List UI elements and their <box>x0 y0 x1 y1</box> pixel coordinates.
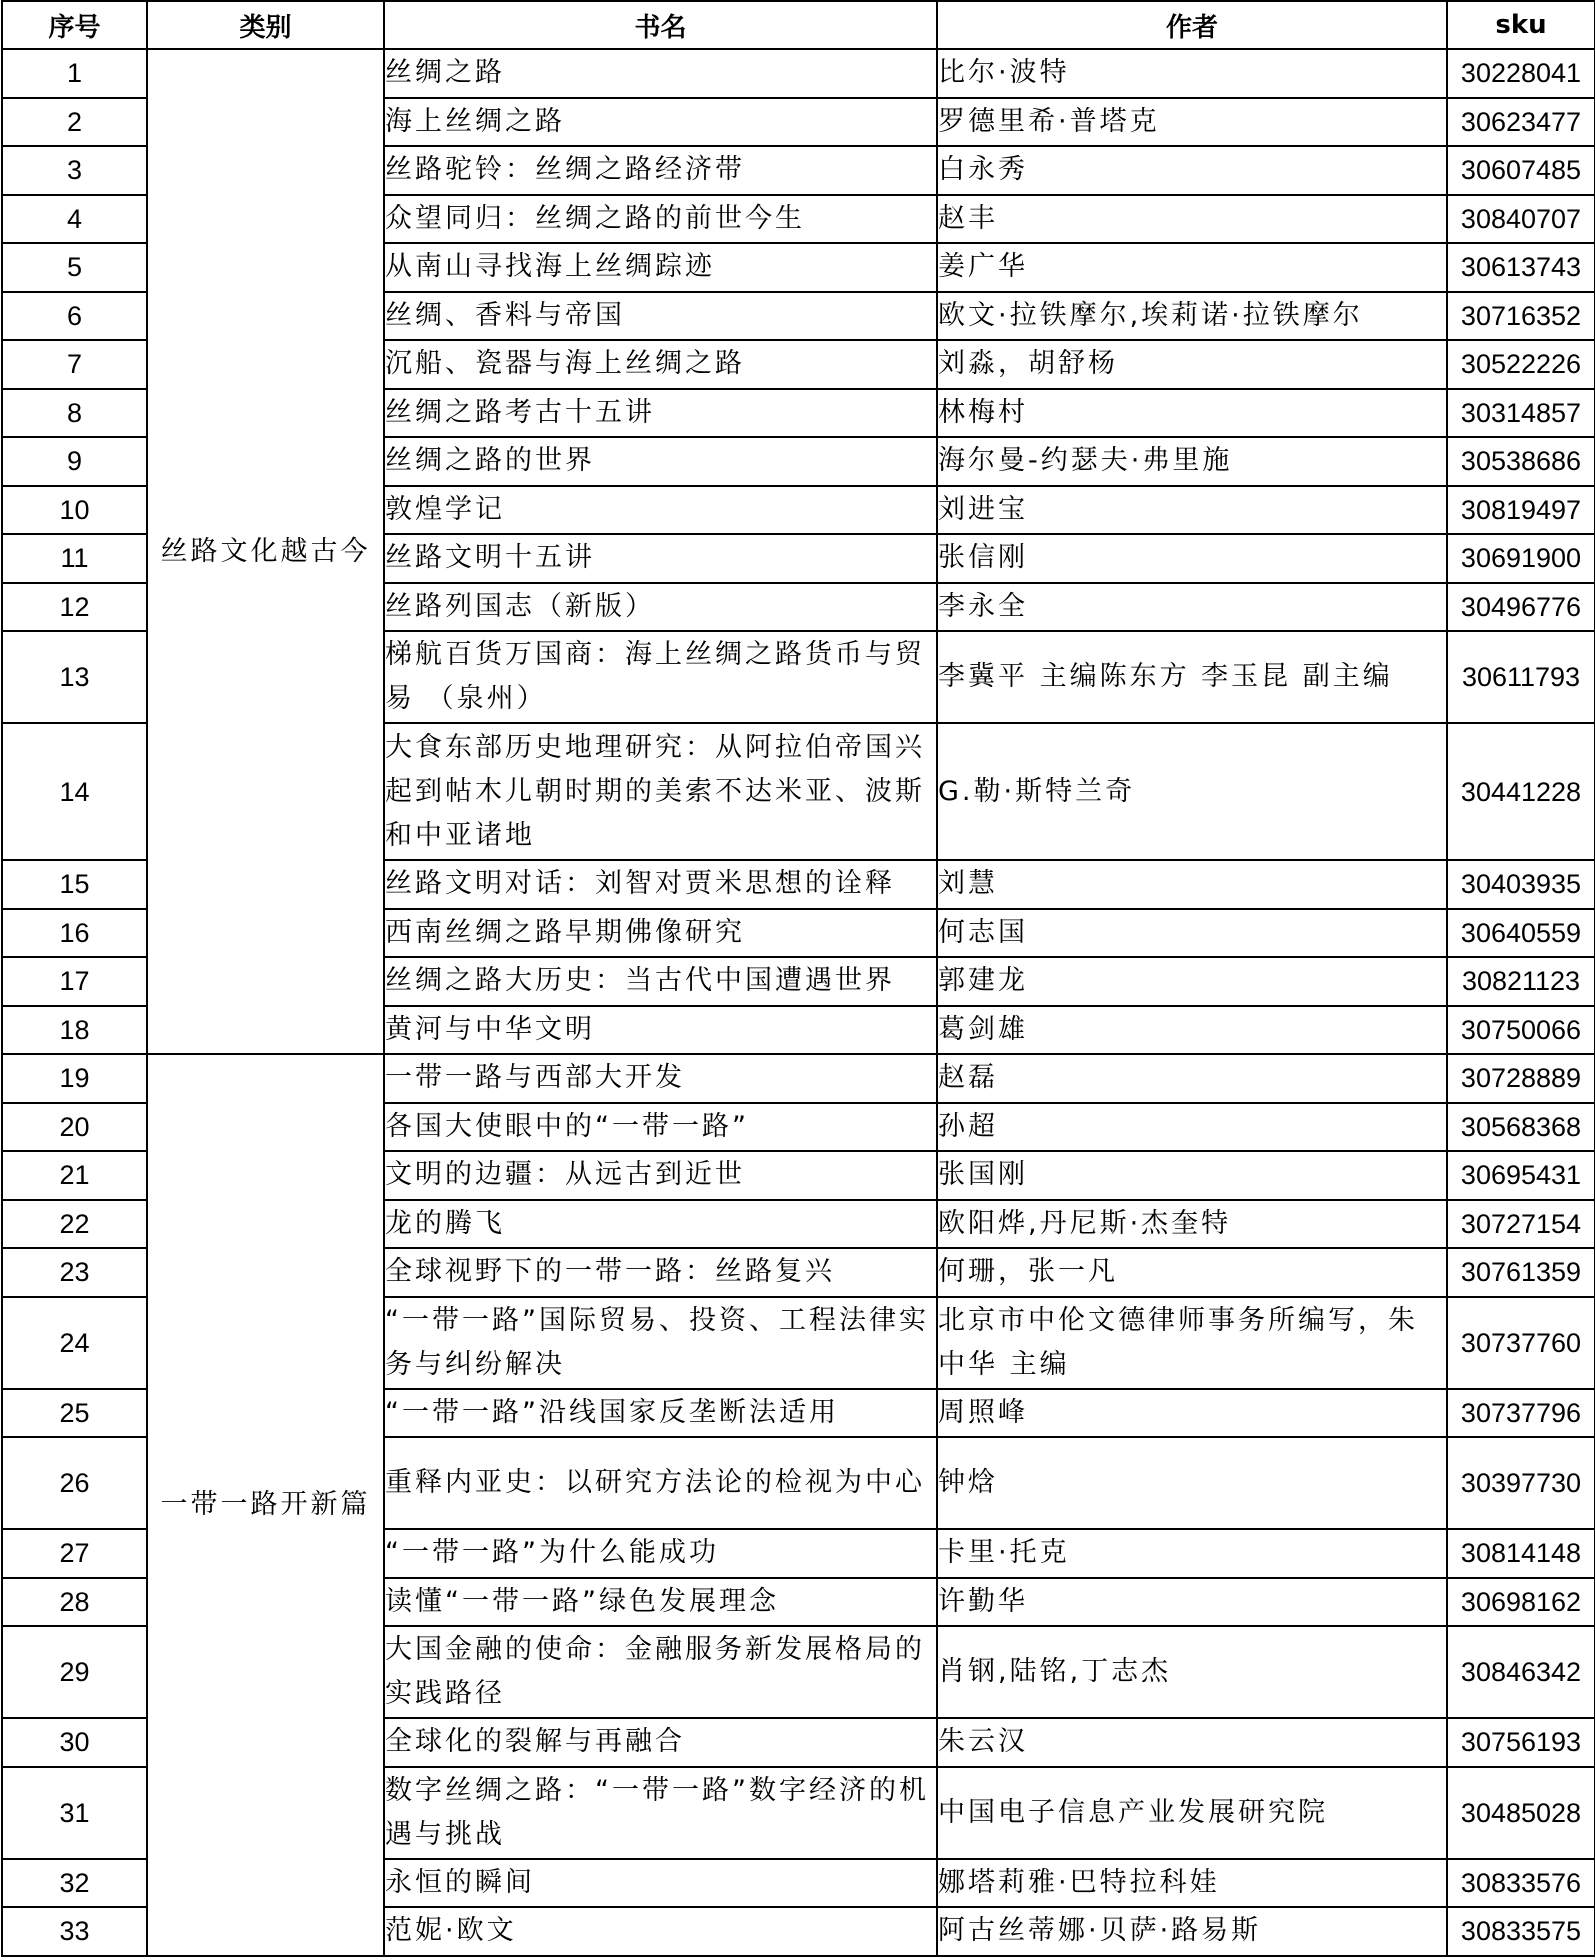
sku-cell: 30485028 <box>1447 1767 1595 1859</box>
row-number-cell: 14 <box>2 723 147 860</box>
book-title-cell: “一带一路”为什么能成功 <box>384 1529 937 1578</box>
book-title-cell: 从南山寻找海上丝绸踪迹 <box>384 243 937 292</box>
header-cell-sku: sku <box>1447 1 1595 49</box>
row-number-cell: 23 <box>2 1248 147 1297</box>
author-cell: 中国电子信息产业发展研究院 <box>937 1767 1447 1859</box>
row-number-cell: 5 <box>2 243 147 292</box>
header-cell-author: 作者 <box>937 1 1447 49</box>
row-number-cell: 26 <box>2 1437 147 1529</box>
book-title-cell: 海上丝绸之路 <box>384 98 937 147</box>
sku-cell: 30728889 <box>1447 1054 1595 1103</box>
sku-cell: 30228041 <box>1447 49 1595 98</box>
sku-cell: 30522226 <box>1447 340 1595 389</box>
row-number-cell: 1 <box>2 49 147 98</box>
header-cell-category: 类别 <box>147 1 384 49</box>
book-title-cell: 丝路驼铃：丝绸之路经济带 <box>384 146 937 195</box>
sku-cell: 30756193 <box>1447 1718 1595 1767</box>
book-title-cell: 大食东部历史地理研究：从阿拉伯帝国兴起到帖木儿朝时期的美索不达米亚、波斯和中亚诸地 <box>384 723 937 860</box>
book-title-cell: 沉船、瓷器与海上丝绸之路 <box>384 340 937 389</box>
sku-cell: 30397730 <box>1447 1437 1595 1529</box>
row-number-cell: 10 <box>2 486 147 535</box>
row-number-cell: 32 <box>2 1859 147 1908</box>
row-number-cell: 29 <box>2 1626 147 1718</box>
book-title-cell: 黄河与中华文明 <box>384 1006 937 1055</box>
author-cell: 卡里·托克 <box>937 1529 1447 1578</box>
row-number-cell: 17 <box>2 957 147 1006</box>
sku-cell: 30833576 <box>1447 1859 1595 1908</box>
book-title-cell: 丝路文明对话：刘智对贾米思想的诠释 <box>384 860 937 909</box>
author-cell: 周照峰 <box>937 1389 1447 1438</box>
author-cell: G.勒·斯特兰奇 <box>937 723 1447 860</box>
table-body <box>2 49 1595 1956</box>
row-number-cell: 8 <box>2 389 147 438</box>
category-cell: 一带一路开新篇 <box>147 1054 384 1956</box>
sku-cell: 30761359 <box>1447 1248 1595 1297</box>
sku-cell: 30840707 <box>1447 195 1595 244</box>
author-cell: 林梅村 <box>937 389 1447 438</box>
row-number-cell: 12 <box>2 583 147 632</box>
row-number-cell: 2 <box>2 98 147 147</box>
book-title-cell: 丝绸之路考古十五讲 <box>384 389 937 438</box>
book-title-cell: 范妮·欧文 <box>384 1907 937 1956</box>
row-number-cell: 13 <box>2 631 147 723</box>
sku-cell: 30314857 <box>1447 389 1595 438</box>
book-title-cell: 数字丝绸之路：“一带一路”数字经济的机遇与挑战 <box>384 1767 937 1859</box>
sku-cell: 30607485 <box>1447 146 1595 195</box>
book-title-cell: 大国金融的使命：金融服务新发展格局的实践路径 <box>384 1626 937 1718</box>
book-title-cell: “一带一路”沿线国家反垄断法适用 <box>384 1389 937 1438</box>
author-cell: 姜广华 <box>937 243 1447 292</box>
author-cell: 阿古丝蒂娜·贝萨·路易斯 <box>937 1907 1447 1956</box>
sku-cell: 30698162 <box>1447 1578 1595 1627</box>
author-cell: 许勤华 <box>937 1578 1447 1627</box>
row-number-cell: 9 <box>2 437 147 486</box>
row-number-cell: 28 <box>2 1578 147 1627</box>
book-title-cell: 全球视野下的一带一路：丝路复兴 <box>384 1248 937 1297</box>
sku-cell: 30691900 <box>1447 534 1595 583</box>
book-title-cell: 龙的腾飞 <box>384 1200 937 1249</box>
book-title-cell: 敦煌学记 <box>384 486 937 535</box>
row-number-cell: 22 <box>2 1200 147 1249</box>
sku-cell: 30538686 <box>1447 437 1595 486</box>
sku-cell: 30737796 <box>1447 1389 1595 1438</box>
author-cell: 何志国 <box>937 909 1447 958</box>
book-title-cell: 梯航百货万国商：海上丝绸之路货币与贸易 （泉州） <box>384 631 937 723</box>
sku-cell: 30846342 <box>1447 1626 1595 1718</box>
sku-cell: 30640559 <box>1447 909 1595 958</box>
table-row <box>2 49 1595 98</box>
sku-cell: 30821123 <box>1447 957 1595 1006</box>
row-number-cell: 20 <box>2 1103 147 1152</box>
author-cell: 刘慧 <box>937 860 1447 909</box>
table-row <box>2 1054 1595 1103</box>
author-cell: 北京市中伦文德律师事务所编写，朱中华 主编 <box>937 1297 1447 1389</box>
sku-cell: 30695431 <box>1447 1151 1595 1200</box>
book-title-cell: 全球化的裂解与再融合 <box>384 1718 937 1767</box>
row-number-cell: 31 <box>2 1767 147 1859</box>
author-cell: 娜塔莉雅·巴特拉科娃 <box>937 1859 1447 1908</box>
author-cell: 张信刚 <box>937 534 1447 583</box>
row-number-cell: 30 <box>2 1718 147 1767</box>
book-title-cell: 各国大使眼中的“一带一路” <box>384 1103 937 1152</box>
author-cell: 赵丰 <box>937 195 1447 244</box>
header-cell-title: 书名 <box>384 1 937 49</box>
author-cell: 钟焓 <box>937 1437 1447 1529</box>
author-cell: 肖钢,陆铭,丁志杰 <box>937 1626 1447 1718</box>
row-number-cell: 7 <box>2 340 147 389</box>
book-title-cell: 丝绸之路的世界 <box>384 437 937 486</box>
book-list-table <box>1 0 1595 1957</box>
author-cell: 李永全 <box>937 583 1447 632</box>
author-cell: 白永秀 <box>937 146 1447 195</box>
book-title-cell: 重释内亚史：以研究方法论的检视为中心 <box>384 1437 937 1529</box>
row-number-cell: 18 <box>2 1006 147 1055</box>
author-cell: 刘淼，胡舒杨 <box>937 340 1447 389</box>
sku-cell: 30613743 <box>1447 243 1595 292</box>
book-title-cell: 文明的边疆：从远古到近世 <box>384 1151 937 1200</box>
sku-cell: 30568368 <box>1447 1103 1595 1152</box>
author-cell: 赵磊 <box>937 1054 1447 1103</box>
row-number-cell: 11 <box>2 534 147 583</box>
sku-cell: 30716352 <box>1447 292 1595 341</box>
author-cell: 欧阳烨,丹尼斯·杰奎特 <box>937 1200 1447 1249</box>
category-cell: 丝路文化越古今 <box>147 49 384 1054</box>
book-title-cell: 丝绸、香料与帝国 <box>384 292 937 341</box>
row-number-cell: 25 <box>2 1389 147 1438</box>
row-number-cell: 15 <box>2 860 147 909</box>
author-cell: 李冀平 主编陈东方 李玉昆 副主编 <box>937 631 1447 723</box>
book-title-cell: 丝绸之路大历史：当古代中国遭遇世界 <box>384 957 937 1006</box>
author-cell: 欧文·拉铁摩尔,埃莉诺·拉铁摩尔 <box>937 292 1447 341</box>
book-title-cell: 丝路文明十五讲 <box>384 534 937 583</box>
book-title-cell: 一带一路与西部大开发 <box>384 1054 937 1103</box>
book-title-cell: 丝绸之路 <box>384 49 937 98</box>
author-cell: 朱云汉 <box>937 1718 1447 1767</box>
sku-cell: 30611793 <box>1447 631 1595 723</box>
sku-cell: 30403935 <box>1447 860 1595 909</box>
author-cell: 孙超 <box>937 1103 1447 1152</box>
row-number-cell: 21 <box>2 1151 147 1200</box>
row-number-cell: 6 <box>2 292 147 341</box>
row-number-cell: 16 <box>2 909 147 958</box>
author-cell: 海尔曼-约瑟夫·弗里施 <box>937 437 1447 486</box>
sku-cell: 30819497 <box>1447 486 1595 535</box>
author-cell: 郭建龙 <box>937 957 1447 1006</box>
author-cell: 何珊，张一凡 <box>937 1248 1447 1297</box>
sku-cell: 30441228 <box>1447 723 1595 860</box>
sku-cell: 30814148 <box>1447 1529 1595 1578</box>
row-number-cell: 4 <box>2 195 147 244</box>
row-number-cell: 19 <box>2 1054 147 1103</box>
sku-cell: 30833575 <box>1447 1907 1595 1956</box>
sku-cell: 30750066 <box>1447 1006 1595 1055</box>
author-cell: 张国刚 <box>937 1151 1447 1200</box>
book-title-cell: 丝路列国志（新版） <box>384 583 937 632</box>
sku-cell: 30496776 <box>1447 583 1595 632</box>
author-cell: 葛剑雄 <box>937 1006 1447 1055</box>
author-cell: 刘进宝 <box>937 486 1447 535</box>
book-title-cell: 众望同归：丝绸之路的前世今生 <box>384 195 937 244</box>
book-title-cell: “一带一路”国际贸易、投资、工程法律实务与纠纷解决 <box>384 1297 937 1389</box>
row-number-cell: 3 <box>2 146 147 195</box>
row-number-cell: 24 <box>2 1297 147 1389</box>
header-row <box>2 1 1595 49</box>
book-title-cell: 西南丝绸之路早期佛像研究 <box>384 909 937 958</box>
author-cell: 比尔·波特 <box>937 49 1447 98</box>
sku-cell: 30623477 <box>1447 98 1595 147</box>
header-cell-no: 序号 <box>2 1 147 49</box>
row-number-cell: 27 <box>2 1529 147 1578</box>
book-title-cell: 永恒的瞬间 <box>384 1859 937 1908</box>
author-cell: 罗德里希·普塔克 <box>937 98 1447 147</box>
sku-cell: 30727154 <box>1447 1200 1595 1249</box>
sku-cell: 30737760 <box>1447 1297 1595 1389</box>
row-number-cell: 33 <box>2 1907 147 1956</box>
book-title-cell: 读懂“一带一路”绿色发展理念 <box>384 1578 937 1627</box>
